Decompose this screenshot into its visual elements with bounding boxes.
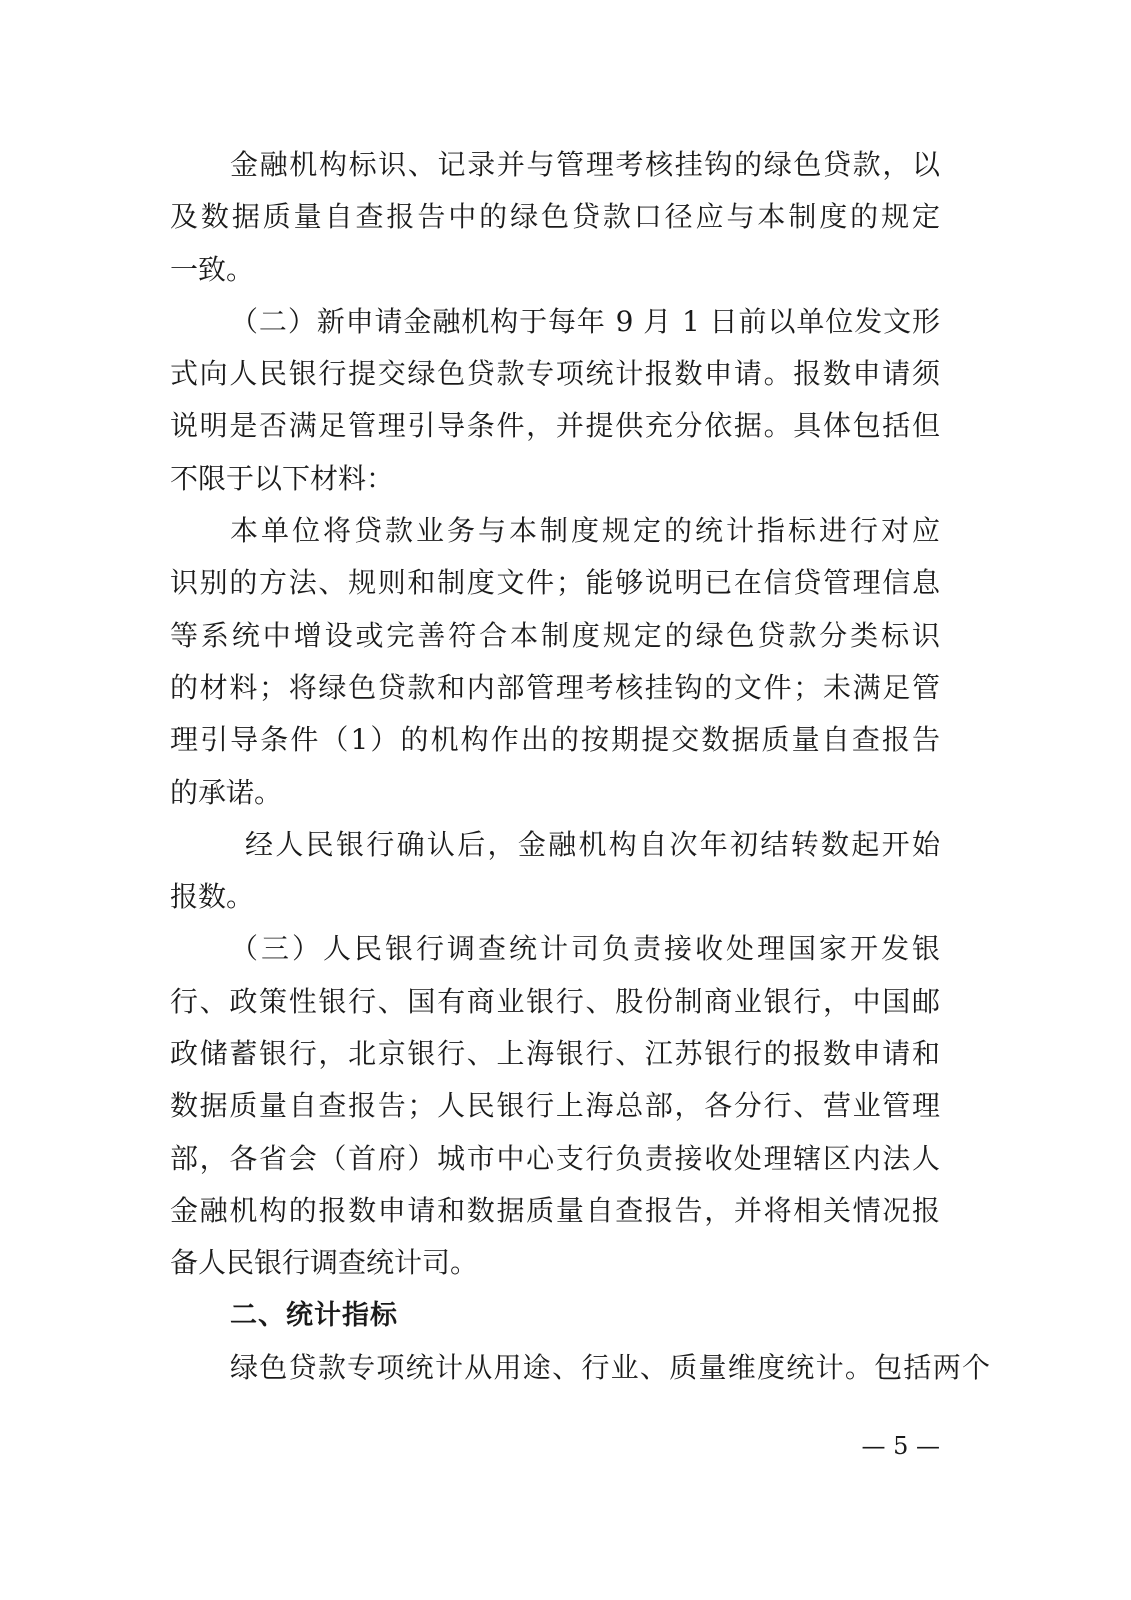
text-line: （三）人民银行调查统计司负责接收处理国家开发银 [230,932,940,966]
text-line: 行、政策性银行、国有商业银行、股份制商业银行，中国邮 [170,984,940,1018]
text-line: 部，各省会（首府）城市中心支行负责接收处理辖区内法人 [170,1141,940,1175]
text-line: 等系统中增设或完善符合本制度规定的绿色贷款分类标识 [170,618,940,652]
paragraph [170,923,940,1289]
paragraph [170,505,940,819]
text-line: 式向人民银行提交绿色贷款专项统计报数申请。报数申请须 [170,357,940,391]
text-line: 政储蓄银行，北京银行、上海银行、江苏银行的报数申请和 [170,1037,940,1071]
text-line: 备人民银行调查统计司。 [170,1246,479,1280]
text-line: 的承诺。 [170,775,283,809]
text-line: 本单位将贷款业务与本制度规定的统计指标进行对应 [230,514,940,548]
text-line: 理引导条件（1）的机构作出的按期提交数据质量自查报告 [170,723,940,757]
text-line: 说明是否满足管理引导条件，并提供充分依据。具体包括但 [170,409,940,443]
paragraph [170,139,940,296]
text-line: 绿色贷款专项统计从用途、行业、质量维度统计。包括两个 [230,1350,990,1384]
paragraph [170,819,940,924]
text-line: （二）新申请金融机构于每年 9 月 1 日前以单位发文形 [230,304,940,338]
text-line: 的材料；将绿色贷款和内部管理考核挂钩的文件；未满足管 [170,670,940,704]
text-line: 及数据质量自查报告中的绿色贷款口径应与本制度的规定 [170,200,940,234]
text-line: 不限于以下材料： [170,461,395,495]
text-line: 经人民银行确认后，金融机构自次年初结转数起开始 [245,827,940,861]
paragraph [170,296,940,505]
text-line: 金融机构标识、记录并与管理考核挂钩的绿色贷款，以 [230,148,940,181]
paragraph [170,1342,990,1394]
text-line: 识别的方法、规则和制度文件；能够说明已在信贷管理信息 [170,566,940,600]
text-line: 一致。 [170,252,255,286]
page-number: — 5 — [861,1432,940,1460]
text-line: 数据质量自查报告；人民银行上海总部，各分行、营业管理 [170,1089,940,1123]
text-line: 金融机构的报数申请和数据质量自查报告，并将相关情况报 [170,1193,940,1227]
section-heading: 二、统计指标 [230,1299,398,1331]
text-line: 报数。 [170,880,255,914]
document-body [170,139,990,1394]
